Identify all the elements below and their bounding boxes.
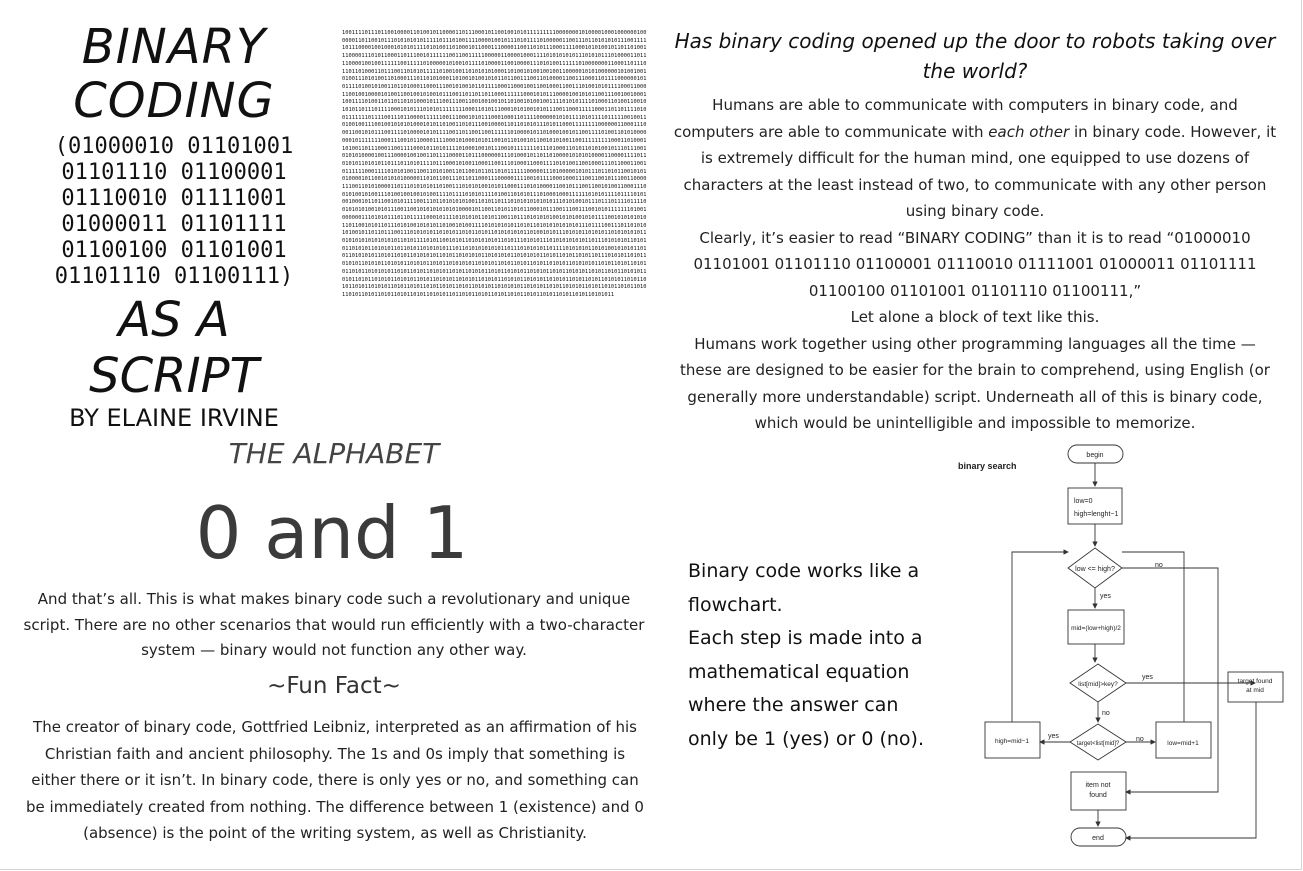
title-binary-translation	[24, 134, 324, 290]
not-found-label-1: item not	[1085, 782, 1111, 789]
flowchart-text-1: Binary code works like a flowchart.	[688, 560, 920, 616]
poster-title	[24, 20, 324, 432]
flowchart-svg	[950, 440, 1290, 852]
flowchart-text-2: Each step is made into a mathematical equation where the answer can only be 1 (yes) or 0 (no).	[688, 627, 924, 750]
binary-line: 01101110 01100111)	[54, 264, 294, 289]
low-assign-label: low=mid+1	[1167, 740, 1199, 747]
alphabet-paragraph: And that’s all. This is what makes binary code such a revolutionary and unique script. There are no other scenarios that would run efficiently with a two-character system — binary would not function any other way.	[23, 590, 645, 659]
emphasis: each other	[988, 122, 1070, 141]
article-section	[672, 26, 1278, 437]
flowchart-title: binary search	[958, 461, 1017, 471]
article-paragraph-4: Humans work together using other programming languages all the time — these are designed to be easier for the brain to comprehend, using English (or generally more understandable) script. Underneath all of this is binary code, which would be unintelligible and impossible to memorize.	[680, 334, 1270, 432]
found-label-2: at mid	[1246, 687, 1264, 694]
mid-label: mid=(low+high)/2	[1071, 625, 1121, 632]
not-found-node	[1071, 772, 1126, 810]
alphabet-heading: THE ALPHABET	[228, 437, 440, 470]
binary-line: (01000010 01101001	[54, 134, 294, 159]
title-line-as-a: AS A	[118, 292, 230, 348]
binary-line: 01100100 01101001	[61, 238, 287, 263]
yes-label: yes	[1100, 593, 1111, 600]
found-label-1: target found	[1237, 678, 1273, 685]
no-label: no	[1102, 710, 1110, 717]
init-high-label: high=lenght−1	[1074, 511, 1119, 518]
zero-and-one: 0 and 1	[195, 491, 469, 575]
fun-fact-paragraph: The creator of binary code, Gottfried Leibniz, interpreted as an affirmation of his Christian faith and ancient philosophy. The 1s and 0s imply that something is either there or it isn’t. In binary code, there is only yes or no, and something can be immediately created from nothing. The difference between 1 (existence) and 0 (absence) is the point of the writing system, as well as Christianity.	[26, 718, 644, 842]
binary-text-block: 1001111011101100100001101001011000011011100010110010010101111111110000000101000010001000000100000011011001011101010101011111011101001111000010010111010111101000001100111011010101011100111110111000010010001010101111010100110100010110001110000110011010111000111100010101001011011010011100001110101100011011100101111110011001111100000110000100011110101010101110101011101000011011110000100100111111001111101000001010010111101000011001000011101010011111101000000011000110111011011010001101110011010101111101001001101010101000110100101001001001100000101010000001010010010100111010100110100011101101010001101001010010101101100111001101000011001110001101111000000101011110100101001101101000110001110010100101101111000110001001100100011001110100101011110001100011001001000010100110010010100101110011011011011000111111000101011100001001010110011100100100011001111010011011011010100010111001110011001001001011010010100100111101010111101000110100110010101011011101111000101011101010111111110001101011100010101001010111001100011111000110110111101001111111011110011101100001111110011100010101110001000110111100000010101111010111101111100100110100100111001001010101000101011010011010111001000011011010101110101100011111111000000110001110001100101011100111101000010101111001101100110011111101000010110100010010110011110100110101000000010111111100011100101100001111000101000101011001011010010110010101001100111111111000110100011010011011100011001111000101101011110100010010111001011111110111010001101011010100101110111001010101000010011100001001001101111000011011100000011101000101101101000010101010000110000111101101010110101011011101101011110111000101001100011001110100011000111101010011001000111011000110010111111000111101010100110011010100110110010110110101111110000011101000001010111011010110010101010000101100101010100000110101100111011011000111000001111001011110001000111001100101110011000011100110101000011011101010101101001110101010010101100011101010000110010111001100101001100011100101001010011101001001001010011110111101010111101001101010111010001000111111010101111011110101001000101101100101011110011101101010101001101011011101010101010101110101001011101110111101111001010101001010111001100101010101010100001011001101011010110001011100111001110010101111111010010000001110101011101101111100010111101010101101011001101110101010100101010010101111001010101010110110010101101110101001010101101001010011110101010101101011010101010101011101111001110110101010100101101101110011101010101101010110101101011010101010110100101011101010110101011010101010110101010101010101011010111101011001010110101010101101011101010111010101010101101110101010110101011010101101010110110101101010101110110101010101011011101010101101111010101011010100101010110101101010101101011010110101010110101101010101101010101101010101101011010110101101110101011010110101011010101101010110101011010110101010110101011010110101101011010101101010101101011010110101011010110101010110101101011010101101011010101101011010101101010110101101010110101101011010101101011010110101011010101101011010101101010110101011010101101010110101011010110101101010110101101011010110101011010110101101011010110101101010110101010110101011010110101011010110101101011010110101101011010110101101011010101101101011010110101101011010110101101011010110101011	[342, 30, 647, 298]
title-line-coding: CODING	[73, 73, 275, 129]
compare-target-label: target<list[mid]?	[1076, 741, 1120, 747]
title-line-script: SCRIPT	[89, 348, 259, 404]
init-node	[1068, 488, 1122, 524]
article-paragraph-2: Clearly, it’s easier to read “BINARY CODING” than it is to read “01000010 01101001 01101110 01100001 01110010 01111001 01000011 01101111 01100100 01101001 01101110 01100111,”	[693, 228, 1257, 300]
binary-line: 01101110 01100001	[61, 160, 287, 185]
binary-search-flowchart	[950, 440, 1290, 852]
compare-key-label: list[mid]>key?	[1078, 681, 1118, 688]
title-line-binary: BINARY	[81, 19, 267, 75]
article-question: Has binary coding opened up the door to robots taking over the world?	[674, 29, 1276, 83]
binary-line: 01000011 01101111	[61, 212, 287, 237]
yes-label: yes	[1048, 733, 1059, 740]
init-low-label: low=0	[1074, 498, 1093, 505]
begin-label: begin	[1086, 452, 1104, 459]
high-assign-label: high=mid−1	[995, 738, 1029, 745]
author-byline: BY ELAINE IRVINE	[69, 404, 279, 432]
binary-line: 01110010 01111001	[61, 186, 287, 211]
yes-label: yes	[1142, 674, 1153, 681]
no-label: no	[1155, 562, 1163, 569]
flowchart-explanation	[688, 555, 928, 756]
not-found-label-2: found	[1089, 792, 1107, 799]
no-label: no	[1136, 736, 1144, 743]
article-paragraph-1: Humans are able to communicate with computers in binary code, and computers are able to communicate with each other in binary code. However, it is extremely difficult for the human mind, one equipped to use dozens of characters at the least instead of two, to communicate with any other person using binary code.	[673, 96, 1277, 220]
fun-fact-heading: ~Fun Fact~	[267, 673, 401, 699]
end-label: end	[1092, 835, 1104, 842]
article-paragraph-3: Let alone a block of text like this.	[850, 308, 1100, 326]
condition-label: low <= high?	[1075, 566, 1115, 573]
